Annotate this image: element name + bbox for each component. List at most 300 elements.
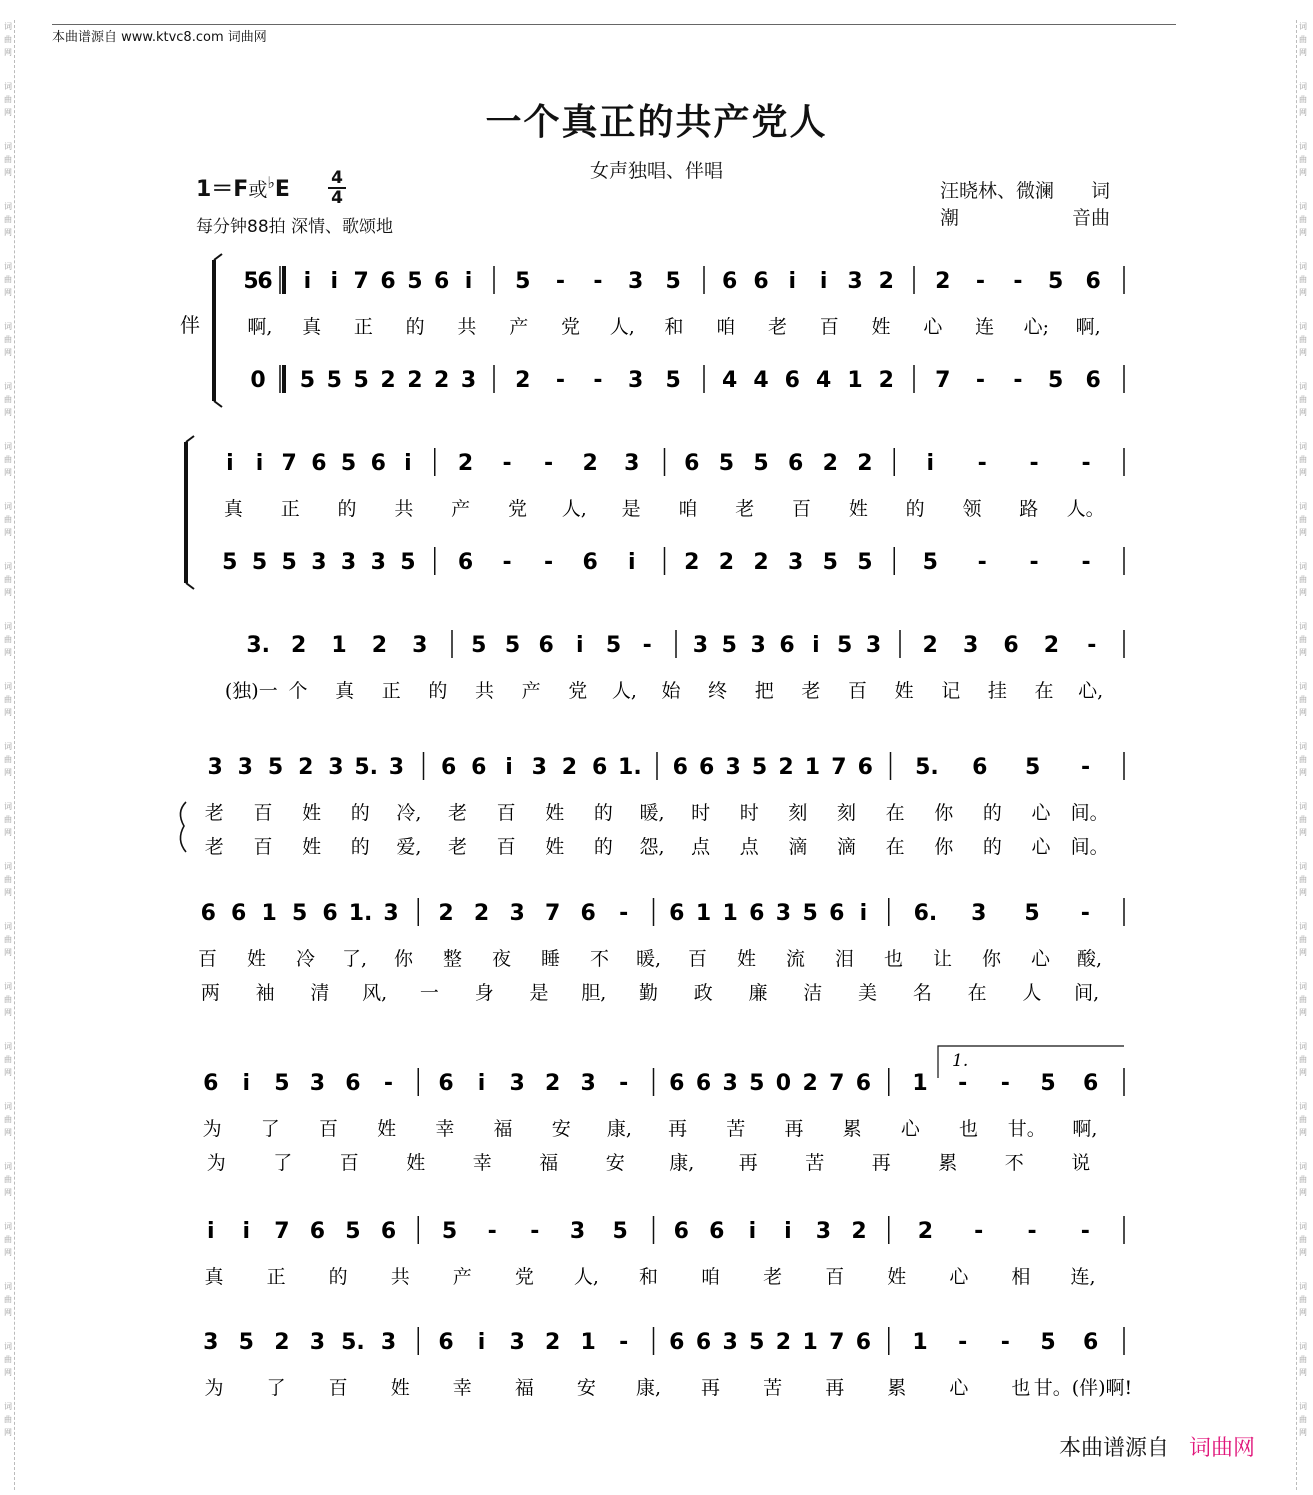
lyric-char: 身 — [474, 982, 494, 1004]
lyric-char: 在 — [885, 802, 905, 824]
lyric-char: 终 — [708, 680, 728, 702]
watermark-group: 词 曲 网 — [1299, 1042, 1307, 1077]
watermark-group: 词 曲 网 — [1299, 142, 1307, 177]
lyric-char: 百 — [496, 836, 516, 858]
jianpu-note: 2 — [753, 550, 769, 575]
lyric-char: 心 — [949, 1266, 969, 1288]
jianpu-note: 3 — [815, 1219, 832, 1244]
lyric-char: 间, — [1074, 982, 1100, 1004]
lyric-char: 幸 — [452, 1377, 472, 1399]
jianpu-note: - — [619, 901, 629, 926]
jianpu-note: 3 — [309, 1330, 326, 1355]
lyric-char: 风, — [362, 982, 388, 1004]
jianpu-note: - — [619, 1071, 629, 1096]
jianpu-note: 5 — [504, 633, 521, 658]
jianpu-note: 3 — [624, 451, 640, 476]
lyric-char: 也 — [959, 1118, 979, 1140]
lyric-char: 正 — [381, 680, 401, 702]
lyric-char: 心 — [1031, 802, 1051, 824]
jianpu-note: 2 — [775, 1330, 792, 1355]
lyric-char: 点 — [691, 836, 711, 858]
jianpu-note: 1 — [912, 1071, 928, 1096]
credit-lyricist-role: 词 — [1090, 180, 1110, 202]
lyric-char: 咱 — [678, 498, 698, 520]
jianpu-note: 6 — [471, 755, 487, 780]
jianpu-note: 1 — [802, 1330, 818, 1355]
jianpu-note: 6 — [829, 901, 845, 926]
jianpu-note: i — [477, 1071, 486, 1096]
lyric-char: 了 — [266, 1377, 286, 1399]
jianpu-note: 6 — [855, 1330, 872, 1355]
jianpu-note: 6 — [699, 755, 715, 780]
lyric-char: 老 — [447, 802, 467, 824]
watermark-group: 词 曲 网 — [1299, 262, 1307, 297]
watermark-group: 词 曲 网 — [4, 1102, 12, 1137]
jianpu-note: 3 — [237, 755, 253, 780]
jianpu-note: 5 — [822, 550, 838, 575]
lyric-char: 再 — [701, 1377, 721, 1399]
jianpu-note: 5 — [345, 1219, 361, 1244]
jianpu-note: 2 — [544, 1330, 561, 1355]
lyric-char: 共 — [457, 316, 477, 338]
lyric-char: 真 — [335, 680, 355, 702]
jianpu-note: 3 — [692, 633, 709, 658]
jianpu-note: 2 — [290, 633, 307, 658]
jianpu-note: i — [926, 451, 934, 476]
watermark-group: 词 曲 网 — [4, 442, 12, 477]
jianpu-note: - — [975, 269, 985, 294]
watermark-group: 词 曲 网 — [1299, 1342, 1307, 1377]
lyric-char: 洁 — [803, 982, 823, 1004]
jianpu-note: 5 — [802, 901, 818, 926]
watermark-group: 词 曲 网 — [1299, 322, 1307, 357]
key-alt: E — [274, 177, 290, 202]
jianpu-note: 3 — [509, 1071, 525, 1096]
lyric-char: 共 — [394, 498, 414, 520]
jianpu-note: 6 — [582, 550, 598, 575]
lyric-char: 的 — [405, 316, 425, 338]
jianpu-note: 7 — [829, 1071, 845, 1096]
jianpu-note: - — [1000, 1071, 1010, 1096]
lyric-char: 老 — [801, 680, 821, 702]
lyric-char: 百 — [848, 680, 868, 702]
lyric-char: 再 — [668, 1118, 688, 1140]
lyric-char: 姓 — [894, 680, 914, 702]
lyric-char: 胆, — [581, 982, 607, 1004]
lyric-char: 你 — [981, 948, 1002, 970]
key-prefix: 1＝F — [196, 177, 249, 202]
key-or: 或 — [248, 179, 268, 201]
volta-number: 1. — [952, 1051, 969, 1071]
jianpu-note: 5 — [612, 1219, 628, 1244]
watermark-group: 词 曲 网 — [4, 142, 12, 177]
jianpu-note: 3 — [847, 269, 863, 294]
lyric-char: 再 — [784, 1118, 804, 1140]
jianpu-note: 2 — [922, 633, 938, 658]
lyric-char: 滴 — [837, 836, 857, 858]
jianpu-note: 6 — [370, 451, 386, 476]
lyric-char: 间。 — [1070, 802, 1109, 824]
lyric-char: 了 — [260, 1118, 280, 1140]
jianpu-note: 5 — [243, 269, 259, 294]
jianpu-note: 5 — [222, 550, 238, 575]
jianpu-note: 3 — [509, 1330, 525, 1355]
jianpu-note: - — [1081, 550, 1091, 575]
lyric-char: 人。 — [1066, 498, 1105, 520]
lyric-char: 产 — [451, 498, 471, 520]
lyric-char: 心, — [1078, 680, 1104, 702]
jianpu-note: i — [859, 901, 868, 926]
jianpu-note: 6 — [434, 269, 450, 294]
jianpu-note: 6 — [1083, 1071, 1099, 1096]
lyric-char: 党 — [568, 680, 588, 702]
jianpu-note: 5 — [1040, 1071, 1056, 1096]
time-signature-bottom: 4 — [331, 188, 343, 208]
jianpu-note: - — [1000, 1330, 1010, 1355]
jianpu-note: 6 — [440, 755, 457, 780]
lyric-char: 政 — [693, 982, 713, 1004]
lyric-char: 始 — [661, 680, 681, 702]
watermark-group: 词 曲 网 — [4, 502, 12, 537]
lyric-char: 在 — [1034, 680, 1054, 702]
lyric-char: 百 — [197, 948, 218, 970]
lyric-char: 安 — [551, 1118, 571, 1140]
lyric-char: 甘。(伴)啊! — [1033, 1377, 1133, 1399]
lyric-char: 再 — [825, 1377, 845, 1399]
jianpu-note: 5 — [665, 368, 681, 393]
lyric-char: 的 — [428, 680, 448, 702]
lyric-char: 路 — [1019, 498, 1039, 520]
jianpu-note: 6 — [257, 269, 273, 294]
jianpu-note: 3 — [569, 1219, 586, 1244]
jianpu-note: 5 — [751, 755, 768, 780]
jianpu-note: 1 — [912, 1330, 928, 1355]
jianpu-note: 7 — [544, 901, 561, 926]
lyric-char: 累 — [887, 1377, 907, 1399]
lyric-char: 时 — [739, 802, 759, 824]
jianpu-note: 2 — [561, 755, 578, 780]
jianpu-note: i — [576, 633, 584, 658]
watermark-group: 词 曲 网 — [4, 622, 12, 657]
lyric-char: 党 — [560, 316, 580, 338]
jianpu-note: 3 — [627, 368, 644, 393]
jianpu-note: 5. — [341, 1330, 365, 1355]
lyric-char: 领 — [962, 498, 982, 520]
lyric-char: 把 — [754, 680, 774, 702]
lyric-char: 时 — [691, 802, 711, 824]
lyric-char: 老 — [447, 836, 467, 858]
watermark-group: 词 曲 网 — [1299, 742, 1307, 777]
jianpu-note: 6 — [438, 1071, 454, 1096]
watermark-group: 词 曲 网 — [1299, 922, 1307, 957]
jianpu-note: i — [404, 451, 412, 476]
lyric-char: 甘。 — [1007, 1118, 1046, 1140]
lyric-char: 袖 — [255, 982, 275, 1004]
watermark-group: 词 曲 网 — [4, 922, 12, 957]
jianpu-note: 6 — [684, 451, 700, 476]
lyric-char: 老 — [204, 836, 224, 858]
jianpu-note: 1 — [722, 901, 738, 926]
lyric-char: 产 — [509, 316, 529, 338]
lyric-char: 百 — [819, 316, 839, 338]
jianpu-note: 5 — [1047, 269, 1064, 294]
lyric-char: 不 — [1004, 1152, 1024, 1174]
lyrics-brace — [180, 802, 186, 852]
jianpu-note: 3 — [962, 633, 979, 658]
watermark-group: 词 曲 网 — [1299, 22, 1307, 57]
lyric-char: 也 — [883, 948, 904, 970]
lyric-char: 的 — [982, 802, 1002, 824]
jianpu-note: 6 — [669, 901, 685, 926]
lyric-char: 真 — [204, 1266, 224, 1288]
jianpu-note: - — [593, 368, 603, 393]
lyric-char: 人, — [611, 680, 637, 702]
lyric-char: 和 — [638, 1266, 659, 1288]
jianpu-note: 6 — [322, 901, 338, 926]
watermark-group: 词 曲 网 — [1299, 682, 1307, 717]
jianpu-note: 7 — [935, 368, 951, 393]
lyric-char: 姓 — [390, 1377, 410, 1399]
jianpu-note: i — [784, 1219, 792, 1244]
accompaniment-label: 伴 — [180, 313, 200, 337]
song-subtitle: 女声独唱、伴唱 — [589, 160, 723, 182]
jianpu-note: 1 — [804, 755, 821, 780]
lyric-char: 说 — [1071, 1152, 1091, 1174]
jianpu-note: 5 — [281, 550, 297, 575]
lyric-char: 心 — [1030, 948, 1051, 970]
bracket-hook — [214, 401, 222, 407]
jianpu-note: 2 — [371, 633, 388, 658]
footer-brand: 词曲网 — [1188, 1436, 1255, 1461]
lyric-char: 名 — [912, 982, 932, 1004]
lyric-char: 姓 — [406, 1152, 426, 1174]
jianpu-note: - — [487, 1219, 497, 1244]
jianpu-note: 5 — [749, 1330, 765, 1355]
jianpu-note: 5 — [407, 269, 423, 294]
jianpu-note: 0 — [250, 368, 266, 393]
lyric-char: 也 — [1011, 1377, 1031, 1399]
jianpu-note: 1 — [580, 1330, 596, 1355]
time-signature-top: 4 — [331, 168, 343, 188]
jianpu-note: 4 — [722, 368, 738, 393]
jianpu-note: 6 — [1003, 633, 1019, 658]
jianpu-note: 0 — [775, 1071, 792, 1096]
jianpu-note: 3. — [246, 633, 271, 658]
jianpu-note: 2 — [457, 451, 474, 476]
jianpu-note: 2 — [851, 1219, 867, 1244]
watermark-group: 词 曲 网 — [4, 862, 12, 897]
jianpu-note: 7 — [829, 1330, 845, 1355]
lyric-char: 连 — [975, 316, 995, 338]
jianpu-note: - — [1081, 451, 1091, 476]
jianpu-note: 3 — [203, 1330, 219, 1355]
lyric-char: 再 — [738, 1152, 758, 1174]
jianpu-note: - — [1013, 368, 1023, 393]
jianpu-note: - — [1080, 755, 1091, 780]
lyric-char: 安 — [576, 1377, 596, 1399]
lyric-char: 幸 — [435, 1118, 455, 1140]
lyric-char: 的 — [982, 836, 1002, 858]
jianpu-note: 5 — [515, 269, 531, 294]
watermark-group: 词 曲 网 — [4, 82, 12, 117]
lyric-char: 个 — [288, 680, 308, 702]
lyric-char: 清 — [310, 982, 330, 1004]
lyric-char: 的 — [350, 836, 370, 858]
watermark-group: 词 曲 网 — [4, 202, 12, 237]
watermark-group: 词 曲 网 — [4, 1342, 12, 1377]
lyric-char: 是 — [621, 498, 641, 520]
jianpu-note: i — [812, 633, 820, 658]
jianpu-note: 6 — [231, 901, 247, 926]
jianpu-note: - — [544, 451, 554, 476]
jianpu-note: 6 — [695, 1330, 712, 1355]
jianpu-note: 6 — [457, 550, 474, 575]
lyric-char: 正 — [280, 498, 300, 520]
jianpu-note: 5 — [340, 451, 357, 476]
lyric-char: 康, — [669, 1152, 695, 1174]
jianpu-note: - — [1029, 550, 1039, 575]
jianpu-note: 2 — [857, 451, 873, 476]
lyric-char: 康, — [635, 1377, 662, 1399]
watermark-group: 词 曲 网 — [1299, 1402, 1307, 1437]
jianpu-note: 6 — [779, 633, 795, 658]
jianpu-note: 6 — [380, 1219, 397, 1244]
lyric-char: 累 — [842, 1118, 862, 1140]
jianpu-note: 6 — [311, 451, 327, 476]
jianpu-note: 6 — [972, 755, 988, 780]
lyric-char: 老 — [204, 802, 224, 824]
jianpu-note: 4 — [753, 368, 769, 393]
watermark-group: 词 曲 网 — [1299, 442, 1307, 477]
lyric-char: 一 — [419, 982, 439, 1004]
jianpu-note: i — [330, 269, 339, 294]
lyric-char: 冷 — [295, 948, 316, 970]
watermark-group: 词 曲 网 — [4, 22, 12, 57]
jianpu-note: 6 — [1085, 368, 1101, 393]
jianpu-note: 5 — [353, 368, 369, 393]
lyric-char: 党 — [507, 498, 527, 520]
jianpu-note: 3 — [207, 755, 223, 780]
watermark-group: 词 曲 网 — [1299, 1162, 1307, 1197]
jianpu-note: 3 — [775, 901, 792, 926]
jianpu-note: 5 — [1040, 1330, 1056, 1355]
jianpu-note: i — [464, 269, 473, 294]
jianpu-note: 5 — [605, 633, 622, 658]
watermark-group: 词 曲 网 — [4, 1282, 12, 1317]
bracket-hook — [214, 254, 222, 260]
lyric-char: 啊, — [1072, 1118, 1098, 1140]
lyric-char: 姓 — [887, 1266, 907, 1288]
jianpu-note: 2 — [822, 451, 838, 476]
jianpu-note: - — [544, 550, 554, 575]
footer-source — [1059, 1431, 1255, 1462]
lyric-char: 心 — [923, 316, 943, 338]
jianpu-note: 5 — [753, 451, 769, 476]
jianpu-note: 5 — [441, 1219, 458, 1244]
jianpu-note: 7 — [274, 1219, 290, 1244]
lyric-char: 百 — [687, 948, 708, 970]
jianpu-note: 3 — [580, 1071, 596, 1096]
jianpu-note: - — [555, 269, 565, 294]
lyric-char: 泪 — [834, 948, 855, 970]
jianpu-note: 2 — [473, 901, 490, 926]
jianpu-note: - — [555, 368, 565, 393]
lyric-char: 的 — [337, 498, 357, 520]
jianpu-note: - — [642, 633, 652, 658]
jianpu-note: - — [383, 1071, 394, 1096]
jianpu-note: i — [255, 451, 264, 476]
jianpu-note: i — [748, 1219, 757, 1244]
lyric-char: 百 — [253, 802, 273, 824]
lyric-char: 记 — [941, 680, 961, 702]
jianpu-note: 2 — [802, 1071, 818, 1096]
watermark-group: 词 曲 网 — [1299, 1222, 1307, 1257]
jianpu-note: 5 — [857, 550, 873, 575]
jianpu-note: 6 — [309, 1219, 326, 1244]
lyric-char: 咱 — [716, 316, 736, 338]
watermark-group: 词 曲 网 — [4, 262, 12, 297]
watermark-group: 词 曲 网 — [1299, 622, 1307, 657]
lyric-char: 连, — [1070, 1266, 1096, 1288]
lyric-char: 姓 — [848, 498, 868, 520]
lyric-char: 你 — [393, 948, 414, 970]
lyric-char: 为 — [204, 1377, 224, 1399]
jianpu-note: 5 — [251, 550, 268, 575]
jianpu-note: - — [1080, 1219, 1090, 1244]
jianpu-note: i — [627, 550, 636, 575]
jianpu-note: 5 — [718, 451, 735, 476]
lyric-char: 相 — [1011, 1266, 1031, 1288]
jianpu-note: 2 — [434, 368, 450, 393]
lyric-char: 人, — [573, 1266, 599, 1288]
jianpu-note: - — [502, 451, 512, 476]
jianpu-note: i — [788, 269, 797, 294]
jianpu-note: 3 — [328, 755, 344, 780]
jianpu-note: 2 — [438, 901, 454, 926]
jianpu-note: 6 — [695, 1071, 712, 1096]
watermark-group: 词 曲 网 — [4, 982, 12, 1017]
jianpu-note: i — [206, 1219, 215, 1244]
jianpu-note: i — [477, 1330, 486, 1355]
lyric-char: 老 — [763, 1266, 783, 1288]
lyric-char: 的 — [328, 1266, 348, 1288]
lyric-char: 苦 — [805, 1152, 825, 1174]
jianpu-note: - — [975, 368, 985, 393]
jianpu-note: 1. — [348, 901, 373, 926]
jianpu-note: 3 — [309, 1071, 326, 1096]
lyric-char: 挂 — [987, 680, 1007, 702]
lyric-char: (独)一 — [224, 680, 278, 702]
lyric-char: 的 — [905, 498, 925, 520]
credit-lyricist-name: 汪晓林、微澜 — [940, 180, 1055, 202]
jianpu-note: 3 — [722, 1330, 738, 1355]
lyric-char: 福 — [539, 1152, 559, 1174]
jianpu-note: i — [226, 451, 234, 476]
credit-composer-name: 潮 — [940, 207, 960, 229]
lyric-char: 整 — [442, 948, 463, 970]
jianpu-note: 3 — [412, 633, 428, 658]
jianpu-note: - — [958, 1330, 968, 1355]
jianpu-note: 6 — [855, 1071, 872, 1096]
lyric-char: 幸 — [472, 1152, 492, 1174]
jianpu-note: 2 — [935, 269, 951, 294]
lyric-char: 正 — [353, 316, 373, 338]
jianpu-note: 3 — [722, 1071, 738, 1096]
lyric-char: 百 — [825, 1266, 845, 1288]
jianpu-note: 5 — [1047, 368, 1064, 393]
watermark-group: 词 曲 网 — [1299, 982, 1307, 1017]
lyric-char: 人 — [1022, 982, 1042, 1004]
